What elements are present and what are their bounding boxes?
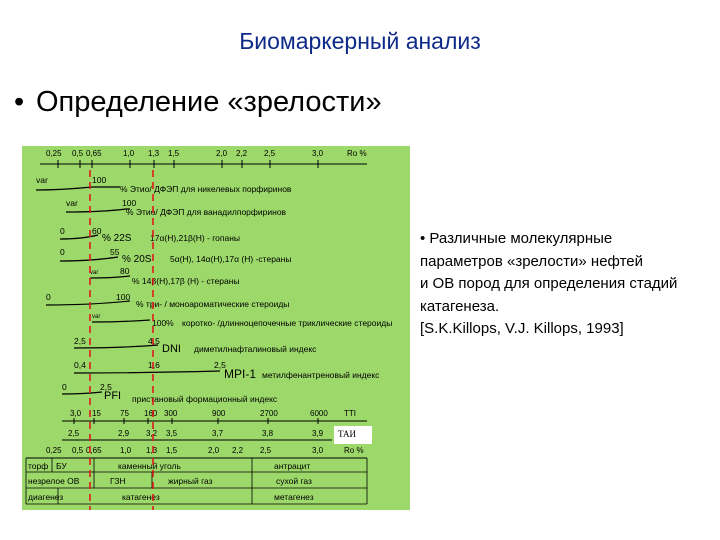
bottom-tick-label: 2,5 <box>260 446 272 455</box>
param-end: 100 <box>122 198 137 208</box>
param-end: 4,5 <box>148 336 160 346</box>
tah-tick-label: 3,2 <box>146 429 158 438</box>
top-unit-label: Ro % <box>347 149 367 158</box>
note-line: • Различные молекулярные <box>420 230 613 247</box>
param-label: метилфенантреновый индекс <box>262 370 380 380</box>
param-label: диметилнафталиновый индекс <box>194 344 317 354</box>
diagram-background <box>22 146 410 510</box>
tti-tick-label: 75 <box>120 409 129 418</box>
tah-tick-label: 3,7 <box>212 429 224 438</box>
param-start: 0 <box>60 247 65 257</box>
tti-tick-label: 300 <box>164 409 178 418</box>
stage-cell: сухой газ <box>276 476 312 486</box>
top-tick-label: 0,65 <box>86 149 102 158</box>
param-end2: 2,5 <box>214 360 226 370</box>
stage-cell: диагенез <box>28 492 64 502</box>
param-start: 0 <box>46 292 51 302</box>
param-end: 80 <box>120 266 130 276</box>
param-label: % 14β(H),17β (H) - стераны <box>132 276 240 286</box>
tah-tick-label: 3,8 <box>262 429 274 438</box>
top-tick-label: 2,5 <box>264 149 276 158</box>
param-label: 5α(H), 14α(H),17α (H) -стераны <box>170 254 292 264</box>
top-tick-label: 0,5 <box>72 149 84 158</box>
bottom-tick-label: 1,0 <box>120 446 132 455</box>
param-start: 2,5 <box>74 336 86 346</box>
param-start: var <box>36 175 48 185</box>
param-end: 55 <box>110 247 120 257</box>
top-tick-label: 2,2 <box>236 149 248 158</box>
stage-cell: торф <box>28 461 49 471</box>
top-tick-label: 1,0 <box>123 149 135 158</box>
param-label-prefix: MPI-1 <box>224 367 257 381</box>
param-label: % Этио/ ДФЭП для никелевых порфиринов <box>120 184 292 194</box>
tti-tick-label: 6000 <box>310 409 328 418</box>
param-end: 100% <box>152 318 174 328</box>
stage-cell: ГЗН <box>110 476 126 486</box>
param-end: 100 <box>92 175 107 185</box>
param-label-prefix: DNI <box>162 343 181 355</box>
explanation-note <box>420 228 720 341</box>
param-start: 0 <box>60 226 65 236</box>
slide-title: Биомаркерный анализ <box>239 28 481 54</box>
tah-tick-label: 3,5 <box>166 429 178 438</box>
note-line: катагенеза. <box>420 297 500 315</box>
param-label-prefix: % 22S <box>102 233 132 244</box>
param-label-prefix: PFI <box>104 390 122 402</box>
stage-cell: каменный уголь <box>118 461 181 471</box>
top-tick-label: 3,0 <box>312 149 324 158</box>
param-label: пристановый формационный индекс <box>132 394 278 404</box>
bottom-tick-label: 1,5 <box>166 446 178 455</box>
tah-tick-label: 2,9 <box>118 429 130 438</box>
bottom-tick-label: 2,2 <box>232 446 244 455</box>
bottom-unit-label: Ro % <box>344 446 364 455</box>
param-end: 100 <box>116 292 131 302</box>
maturity-diagram <box>22 146 410 510</box>
tti-tick-label: 900 <box>212 409 226 418</box>
param-start: var <box>90 270 99 276</box>
param-label: % три- / моноароматические стероиды <box>136 299 290 309</box>
tti-tick-label: 2700 <box>260 409 278 418</box>
stage-cell: антрацит <box>274 461 311 471</box>
bullet-text: Определение «зрелости» <box>36 86 382 118</box>
param-end: 1,6 <box>148 360 160 370</box>
top-tick-label: 2,0 <box>216 149 228 158</box>
tti-tick-label: 160 <box>144 409 158 418</box>
stage-cell: жирный газ <box>168 476 213 486</box>
note-citation: [S.K.Killops, V.J. Killops, 1993] <box>420 320 624 338</box>
stage-cell: метагенез <box>274 492 314 502</box>
param-start: var <box>66 198 78 208</box>
param-label: % Этио/ ДФЭП для ванадилпорфиринов <box>126 207 287 217</box>
top-tick-label: 0,25 <box>46 149 62 158</box>
param-label-prefix: % 20S <box>122 254 152 265</box>
tti-tick-label: 15 <box>92 409 101 418</box>
tah-tick-label: 3,9 <box>312 429 324 438</box>
bottom-tick-label: 3,0 <box>312 446 324 455</box>
tah-unit-label: ТАИ <box>338 429 357 439</box>
bottom-tick-label: 0,25 <box>46 446 62 455</box>
stage-cell: незрелое ОВ <box>28 476 80 486</box>
param-end: 60 <box>92 226 102 236</box>
top-tick-label: 1,3 <box>148 149 160 158</box>
param-start: 0,4 <box>74 360 86 370</box>
bullet-dot: • <box>14 86 25 118</box>
param-start: var <box>92 314 101 320</box>
stage-cell: катагенез <box>122 492 160 502</box>
stage-cell: БУ <box>56 461 67 471</box>
param-label: 17α(H),21β(H) - гопаны <box>150 233 241 243</box>
bottom-tick-label: 1,3 <box>146 446 158 455</box>
bottom-tick-label: 2,0 <box>208 446 220 455</box>
tti-tick-label: 3,0 <box>70 409 82 418</box>
tah-tick-label: 2,5 <box>68 429 80 438</box>
bottom-tick-label: 0,5 <box>72 446 84 455</box>
note-line: параметров «зрелости» нефтей <box>420 252 643 270</box>
bullet-item <box>14 86 382 119</box>
note-line: и ОВ пород для определения стадий <box>420 275 678 293</box>
tti-unit-label: TTI <box>344 409 356 418</box>
top-tick-label: 1,5 <box>168 149 180 158</box>
param-label: коротко- /длинноцепочечные триклические стероиды <box>182 318 393 328</box>
bottom-tick-label: 0,65 <box>86 446 102 455</box>
param-start: 0 <box>62 382 67 392</box>
param-end: 2,5 <box>100 382 112 392</box>
